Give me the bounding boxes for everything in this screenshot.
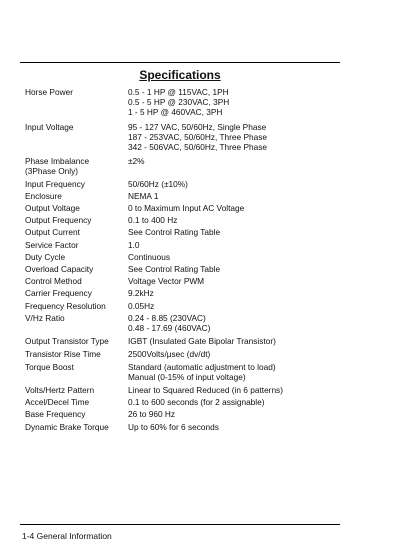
spec-label-line: Transistor Rise Time xyxy=(25,349,101,360)
spec-value: 0.1 to 400 Hz xyxy=(128,215,178,226)
spec-values xyxy=(128,336,355,346)
spec-label-line: Service Factor xyxy=(25,239,79,250)
spec-label-line: Base Frequency xyxy=(25,409,86,420)
spec-row xyxy=(25,240,355,250)
spec-value: 1 - 5 HP @ 460VAC, 3PH xyxy=(128,107,223,118)
spec-value: 0.05Hz xyxy=(128,300,155,311)
spec-value: 0.5 - 1 HP @ 115VAC, 1PH xyxy=(128,87,229,97)
spec-value: 1.0 xyxy=(128,239,140,250)
page-title: Specifications xyxy=(139,68,221,82)
spec-value: Manual (0-15% of input voltage) xyxy=(128,371,246,382)
spec-label xyxy=(25,409,128,419)
spec-values xyxy=(128,215,355,225)
spec-label xyxy=(25,87,128,118)
spec-label-line: Output Frequency xyxy=(25,215,92,226)
spec-value: IGBT (Insulated Gate Bipolar Transistor) xyxy=(128,336,276,347)
spec-value: 2500Volts/μsec (dv/dt) xyxy=(128,349,211,360)
spec-label xyxy=(25,385,128,395)
spec-value: Standard (automatic adjustment to load) xyxy=(128,361,276,372)
spec-values xyxy=(128,313,355,333)
spec-row xyxy=(25,422,355,432)
spec-label xyxy=(25,336,128,346)
spec-label-line: Dynamic Brake Torque xyxy=(25,421,109,432)
spec-label-line: Torque Boost xyxy=(25,361,74,372)
spec-label-line: Input Frequency xyxy=(25,178,85,189)
top-rule xyxy=(20,62,340,63)
spec-row xyxy=(25,349,355,359)
spec-value: 95 - 127 VAC, 50/60Hz, Single Phase xyxy=(128,121,267,132)
spec-label xyxy=(25,349,128,359)
spec-values xyxy=(128,240,355,250)
spec-label-line: V/Hz Ratio xyxy=(25,312,65,323)
spec-label xyxy=(25,227,128,237)
spec-row xyxy=(25,336,355,346)
spec-label-line: Output Current xyxy=(25,227,80,238)
spec-row xyxy=(25,87,355,118)
spec-label-line: Horse Power xyxy=(25,87,73,97)
spec-row xyxy=(25,313,355,333)
spec-label xyxy=(25,288,128,298)
spec-label-line: Overload Capacity xyxy=(25,264,94,275)
spec-label xyxy=(25,252,128,262)
spec-values xyxy=(128,191,355,201)
spec-values xyxy=(128,385,355,395)
spec-label-line: (3Phase Only) xyxy=(25,166,79,177)
page-footer: 1-4 General Information xyxy=(22,531,112,541)
spec-values xyxy=(128,87,355,118)
spec-label xyxy=(25,191,128,201)
spec-label xyxy=(25,276,128,286)
spec-row xyxy=(25,288,355,298)
spec-row xyxy=(25,122,355,153)
spec-label xyxy=(25,422,128,432)
spec-label xyxy=(25,122,128,153)
spec-label-line: Input Voltage xyxy=(25,121,74,132)
spec-label-line: Carrier Frequency xyxy=(25,288,92,299)
spec-values xyxy=(128,227,355,237)
spec-value: Up to 60% for 6 seconds xyxy=(128,421,219,432)
spec-row xyxy=(25,362,355,382)
spec-label xyxy=(25,240,128,250)
spec-value: 50/60Hz (±10%) xyxy=(128,178,188,189)
spec-label xyxy=(25,264,128,274)
spec-values xyxy=(128,362,355,382)
spec-label-line: Volts/Hertz Pattern xyxy=(25,385,95,396)
spec-row xyxy=(25,385,355,395)
spec-row xyxy=(25,252,355,262)
spec-value: See Control Rating Table xyxy=(128,227,221,238)
spec-values xyxy=(128,122,355,153)
spec-label xyxy=(25,397,128,407)
spec-label xyxy=(25,362,128,382)
spec-values xyxy=(128,288,355,298)
spec-value: Continuous xyxy=(128,251,170,262)
spec-label-line: Control Method xyxy=(25,276,82,287)
spec-value: 0 to Maximum Input AC Voltage xyxy=(128,203,245,214)
spec-label xyxy=(25,179,128,189)
spec-label-line: Frequency Resolution xyxy=(25,300,106,311)
spec-values xyxy=(128,264,355,274)
spec-row xyxy=(25,276,355,286)
spec-value: 0.48 - 17.69 (460VAC) xyxy=(128,323,211,334)
spec-value: 187 - 253VAC, 50/60Hz, Three Phase xyxy=(128,131,267,142)
spec-values xyxy=(128,422,355,432)
spec-label xyxy=(25,203,128,213)
spec-value: 26 to 960 Hz xyxy=(128,409,176,420)
spec-label-line: Output Voltage xyxy=(25,203,80,214)
spec-value: Voltage Vector PWM xyxy=(128,276,205,287)
spec-value: 9.2kHz xyxy=(128,288,154,299)
spec-row xyxy=(25,264,355,274)
spec-label-line: Phase Imbalance xyxy=(25,156,90,167)
spec-value: ±2% xyxy=(128,156,145,167)
spec-value: 342 - 506VAC, 50/60Hz, Three Phase xyxy=(128,142,267,153)
spec-label xyxy=(25,156,128,176)
spec-value: 0.5 - 5 HP @ 230VAC, 3PH xyxy=(128,97,230,108)
spec-values xyxy=(128,276,355,286)
spec-row xyxy=(25,191,355,201)
spec-value: 0.24 - 8.85 (230VAC) xyxy=(128,312,206,323)
spec-label xyxy=(25,215,128,225)
spec-value: See Control Rating Table xyxy=(128,264,221,275)
spec-values xyxy=(128,301,355,311)
spec-row xyxy=(25,179,355,189)
spec-label-line: Accel/Decel Time xyxy=(25,397,90,408)
spec-values xyxy=(128,179,355,189)
spec-row xyxy=(25,301,355,311)
spec-row xyxy=(25,397,355,407)
spec-values xyxy=(128,156,355,176)
spec-row xyxy=(25,409,355,419)
spec-values xyxy=(128,252,355,262)
spec-row xyxy=(25,203,355,213)
spec-row xyxy=(25,215,355,225)
spec-value: Linear to Squared Reduced (in 6 patterns) xyxy=(128,385,283,396)
spec-values xyxy=(128,203,355,213)
spec-row xyxy=(25,227,355,237)
spec-row xyxy=(25,156,355,176)
spec-label-line: Output Transistor Type xyxy=(25,336,109,347)
spec-label xyxy=(25,313,128,333)
spec-values xyxy=(128,409,355,419)
spec-value: NEMA 1 xyxy=(128,190,159,201)
bottom-rule xyxy=(20,524,340,525)
spec-label xyxy=(25,301,128,311)
spec-table xyxy=(25,87,355,434)
spec-values xyxy=(128,349,355,359)
spec-values xyxy=(128,397,355,407)
spec-label-line: Duty Cycle xyxy=(25,251,66,262)
spec-value: 0.1 to 600 seconds (for 2 assignable) xyxy=(128,397,265,408)
spec-label-line: Enclosure xyxy=(25,190,62,201)
